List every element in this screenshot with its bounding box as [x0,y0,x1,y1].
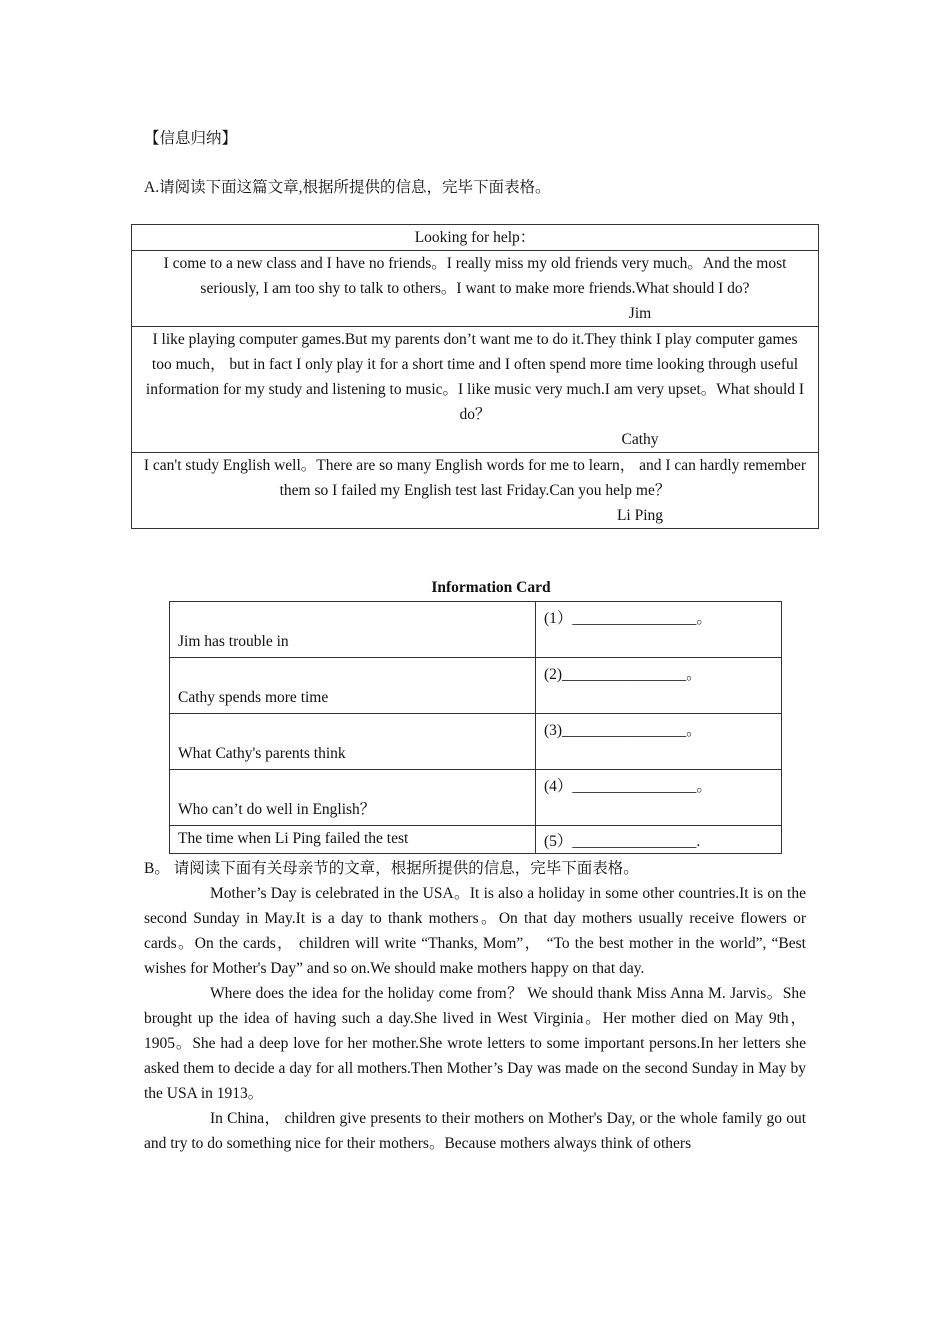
letter-row-cathy [132,327,819,453]
passage-paragraph: Mother’s Day is celebrated in the USA。It is also a holiday in some other countries.It is on the second Sunday in May.It is a day to thank mothers。On that day mothers usually receive flowers or cards。On the cards， children will write “Thanks, Mom”， “To the best mother in the world”, “Best wishes for Mother's Day” and so on.We should make mothers happy on that day. [144,885,806,977]
card-question: Cathy spends more time [170,658,536,714]
section-a-instruction: A.请阅读下面这篇文章,根据所提供的信息，完毕下面表格。 [144,179,551,196]
letter-signature: Li Ping [616,507,664,524]
mothers-day-passage [144,856,806,1156]
letter-text: I come to a new class and I have no friends。I really miss my old friends very much。And the most seriously, I am too shy to talk to others。I want to make more friends.What should I do? [163,255,787,297]
section-b-instruction: B。 请阅读下面有关母亲节的文章，根据所提供的信息，完毕下面表格。 [144,860,639,877]
card-answer-blank[interactable]: (5）________________. [536,826,782,854]
card-row [170,770,782,826]
card-answer-blank[interactable]: (3)________________。 [536,714,782,770]
card-row [170,602,782,658]
letter-row-jim [132,251,819,327]
card-question: The time when Li Ping failed the test [170,826,536,854]
letter-text: I like playing computer games.But my parents don’t want me to do it.They think I play computer games too much， but in fact I only play it for a short time and I often spend more time looking through useful information for my study and listening to music。I like music very much.I am very upset。What should I do？ [145,331,805,423]
card-answer-blank[interactable]: (2)________________。 [536,658,782,714]
card-row [170,826,782,854]
letter-row-li-ping [132,453,819,529]
card-answer-blank[interactable]: (1）________________。 [536,602,782,658]
letter-signature: Jim [628,305,652,322]
letter-cell [132,453,819,529]
information-card-title: Information Card [431,579,551,596]
section-heading: 【信息归纳】 [144,130,238,147]
card-row [170,658,782,714]
card-question: Jim has trouble in [170,602,536,658]
help-table-header-row [132,225,819,251]
card-question: Who can’t do well in English？ [170,770,536,826]
help-table-title: Looking for help： [132,225,819,251]
information-card-table [169,601,782,854]
letter-cell [132,251,819,327]
letter-text: I can't study English well。There are so many English words for me to learn， and I can hardly remember them so I failed my English test last Friday.Can you help me？ [143,457,807,499]
looking-for-help-table [131,224,819,529]
card-question: What Cathy's parents think [170,714,536,770]
passage-paragraph: In China， children give presents to their mothers on Mother's Day, or the whole family go out and try to do something nice for their mothers。Because mothers always think of others [144,1110,806,1152]
letter-cell [132,327,819,453]
card-row [170,714,782,770]
letter-signature: Cathy [621,431,659,448]
card-answer-blank[interactable]: (4）________________。 [536,770,782,826]
passage-paragraph: Where does the idea for the holiday come from？ We should thank Miss Anna M. Jarvis。She brought up the idea of having such a day.She lived in West Virginia。Her mother died on May 9th， 1905。She had a deep love for her mother.She wrote letters to some important persons.In her letters she asked them to decide a day for all mothers.Then Mother’s Day was made on the second Sunday in May by the USA in 1913。 [144,985,806,1102]
